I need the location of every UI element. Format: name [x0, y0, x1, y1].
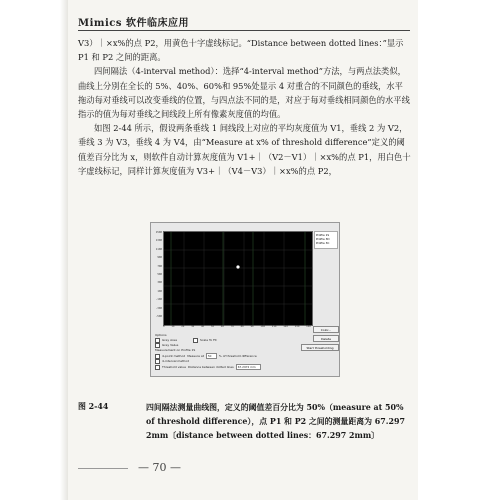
measure-input[interactable]: 50 [206, 353, 217, 359]
x-tick: 130 [294, 325, 300, 328]
x-tick: 0 [163, 325, 165, 328]
distance-field: 67.2972 mm [236, 364, 261, 370]
option-label: 4-point method [162, 353, 186, 358]
x-tick: 90 [250, 325, 254, 328]
header-rule [78, 30, 410, 31]
measure-label: Measure at [187, 353, 204, 358]
y-tick: -500 [155, 314, 162, 318]
x-tick: 60 [220, 325, 224, 328]
x-tick: 120 [283, 325, 288, 328]
radio[interactable] [155, 354, 160, 359]
distance-label: Distance between dotted lines [187, 364, 234, 369]
x-tick: 70 [230, 325, 234, 328]
y-tick: 100 [157, 289, 162, 293]
page-number: — 70 — [138, 461, 181, 474]
y-tick: 700 [157, 264, 162, 268]
x-tick: 80 [240, 325, 244, 328]
option-label: Threshold value [162, 364, 186, 369]
y-tick: 900 [157, 256, 162, 260]
radio[interactable] [155, 359, 160, 364]
figure-label: 图 2-44 [78, 402, 109, 411]
y-tick: -300 [155, 306, 162, 310]
y-tick: 1100 [155, 247, 162, 251]
marker-point [236, 265, 239, 268]
option-label: Grey Area [162, 338, 177, 342]
y-tick: 1500 [155, 231, 162, 234]
x-tick: 20 [181, 325, 185, 328]
footer-rule [78, 468, 128, 469]
color-button[interactable]: Color... [313, 326, 339, 333]
option-label: Measurement on Profile 1S [155, 348, 196, 352]
options-panel [155, 333, 265, 375]
y-tick: -100 [155, 298, 162, 302]
option-label: Grey Value [162, 343, 179, 347]
y-tick: 300 [157, 281, 162, 285]
measure-suffix: % of threshold difference [218, 353, 257, 358]
x-tick: 110 [271, 325, 277, 328]
y-axis-ticks [151, 231, 163, 324]
radio[interactable] [155, 365, 160, 370]
profile-legend[interactable] [314, 231, 338, 249]
book-page [68, 0, 418, 500]
legend-item[interactable]: Profile 3C [316, 241, 330, 245]
checkbox[interactable] [193, 338, 198, 343]
legend-item[interactable]: Profile 3D [316, 237, 330, 241]
plot-grid [164, 232, 312, 325]
x-tick: 30 [191, 325, 195, 328]
figure-caption: 四间隔法测量曲线图，定义的阈值差百分比为 50%（measure at 50% of threshold difference），点 P1 和 P2 之间的测量距离为 67.297 2mm〔distance between dotted lines：67.297 2mm〕 [146, 403, 405, 440]
option-row[interactable] [155, 364, 265, 370]
x-axis-ticks [163, 325, 311, 330]
delete-button[interactable]: Delete [313, 335, 339, 342]
y-tick: 1300 [155, 239, 162, 243]
legend-item[interactable]: Profile 1S [316, 233, 330, 237]
profile-plot-area [163, 231, 313, 326]
body-text [78, 36, 411, 178]
x-tick: 100 [260, 325, 266, 328]
options-title: Options [155, 333, 167, 337]
paragraph-3: 如图 2-44 所示，假设两条垂线 1 间线段上对应的平均灰度值为 V1，垂线 2 为 V2，垂线 3 为 V3，垂线 4 为 V4，由“Measure at x% of threshold difference”定义的阈值差百分比为 x，则软件自动计算灰度值为 V1+｜（V2－V1）｜×x%的点 P1，用白色十字虚线标记，同样计算灰度值为 V3+｜（V4－V3）｜×x%的点 P2， [78, 123, 411, 176]
paragraph-1: V3）｜×x%的点 P2，用黄色十字虚线标记。“Distance between dotted lines：”显示 P1 和 P2 之间的距离。 [78, 38, 404, 63]
running-header: Mimics 软件临床应用 [78, 18, 189, 29]
software-screenshot [150, 222, 340, 377]
paragraph-2: 四间隔法（4-interval method）：选择“4-interval method”方法，与两点法类似，曲线上分別在全长的 5%、40%、60%和 95%处显示 4 对重合的不同颜色的垂线，水平拖动每对垂线可以改变垂线的位置，与四点法不同的是，对应于每对垂线相同颜色的水平线指示的值为每对垂线之间线段上所有像素灰度值的均值。 [78, 66, 410, 120]
start-thresholding-button[interactable]: Start thresholding [301, 344, 339, 351]
x-tick: 40 [201, 325, 205, 328]
x-tick: 140 [306, 325, 311, 328]
option-label: 4-interval method [162, 359, 189, 363]
y-tick: 500 [157, 272, 162, 276]
page-shadow [60, 0, 68, 500]
option-label: Scale To Fit [199, 338, 217, 342]
x-tick: 10 [171, 325, 175, 328]
x-tick: 50 [210, 325, 215, 328]
